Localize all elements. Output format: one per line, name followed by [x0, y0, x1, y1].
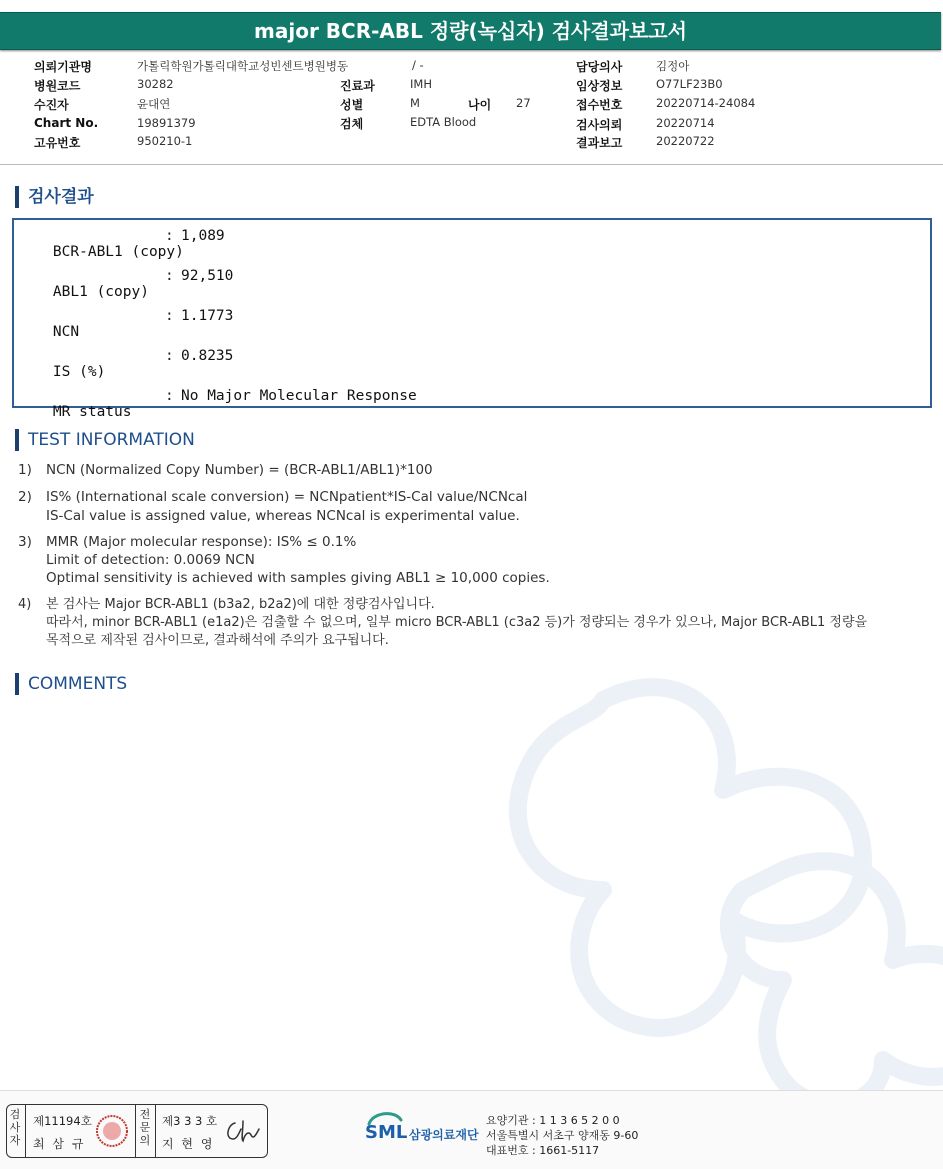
- item-text: IS-Cal value is assigned value, whereas NCNcal is experimental value.: [46, 508, 520, 524]
- result-separator: :: [165, 308, 174, 324]
- signature-box: [6, 1104, 268, 1158]
- result-value: No Major Molecular Response: [181, 388, 417, 404]
- item-text: 따라서, minor BCR-ABL1 (e1a2)은 검출할 수 없으며, 일부 micro BCR-ABL1 (c3a2 등)가 정량되는 경우가 있으나, Major BCR-ABL1 정량을: [46, 615, 868, 630]
- patient-value: 윤대연: [137, 97, 171, 111]
- test-info-heading: TEST INFORMATION: [15, 429, 195, 451]
- specimen-label: 검체: [340, 117, 364, 131]
- hospital-code-value: 30282: [137, 77, 174, 91]
- results-heading: 검사결과: [15, 186, 94, 208]
- clinical-info-label: 임상정보: [576, 79, 623, 93]
- test-info-item: [18, 461, 433, 479]
- item-text: Limit of detection: 0.0069 NCN: [46, 552, 255, 568]
- sex-label: 성별: [340, 98, 364, 112]
- label-char: 검: [9, 1108, 21, 1121]
- item-number: 4): [18, 597, 32, 612]
- patient-label: 수진자: [34, 98, 69, 112]
- item-text: NCN (Normalized Copy Number) = (BCR-ABL1/ABL1)*100: [46, 462, 433, 478]
- result-label: NCN: [52, 324, 80, 340]
- request-date-label: 검사의뢰: [576, 118, 623, 132]
- report-date-value: 20220722: [656, 134, 715, 148]
- background-watermark: [483, 640, 943, 1100]
- divider: [25, 1105, 26, 1157]
- age-value: 27: [516, 96, 531, 110]
- item-number: 1): [18, 462, 32, 478]
- doctor-label: 담당의사: [576, 60, 623, 74]
- institution-label: 의뢰기관명: [34, 60, 92, 74]
- chart-no-value: 19891379: [137, 116, 196, 130]
- doctor-value: 김정아: [656, 59, 690, 73]
- item-text: 본 검사는 Major BCR-ABL1 (b3a2, b2a2)에 대한 정량검사입니다.: [46, 597, 435, 612]
- unique-no-label: 고유번호: [34, 136, 81, 150]
- header-divider: [0, 164, 943, 165]
- chart-no-label: Chart No.: [34, 116, 99, 130]
- item-text: MMR (Major molecular response): IS% ≤ 0.1%: [46, 534, 357, 550]
- result-label: MR status: [52, 404, 132, 420]
- dept-value: IMH: [410, 77, 432, 91]
- results-box: [12, 218, 932, 420]
- signature-icon: [223, 1117, 263, 1147]
- seal-icon: [95, 1114, 129, 1148]
- org-address: 서울특별시 서초구 양재동 9-60: [486, 1129, 639, 1142]
- result-value: 1,089: [181, 228, 225, 244]
- examiner-vertical-label: [9, 1108, 21, 1147]
- test-info-item: [18, 533, 550, 586]
- comments-heading: COMMENTS: [15, 673, 127, 695]
- unique-no-value: 950210-1: [137, 134, 193, 148]
- result-label: ABL1 (copy): [52, 284, 149, 300]
- result-label: BCR-ABL1 (copy): [52, 244, 184, 260]
- age-label: 나이: [468, 98, 492, 112]
- receipt-no-label: 접수번호: [576, 98, 623, 112]
- receipt-no-value: 20220714-24084: [656, 96, 756, 110]
- institution-ward: / -: [412, 58, 424, 72]
- org-name: 삼광의료재단: [409, 1128, 479, 1142]
- item-number: 2): [18, 489, 32, 505]
- label-char: 의: [139, 1134, 151, 1147]
- logo-text: SML: [365, 1122, 408, 1143]
- result-value: 0.8235: [181, 348, 234, 364]
- divider: [155, 1105, 156, 1157]
- label-char: 사: [9, 1121, 21, 1134]
- result-label: IS (%): [52, 364, 106, 380]
- specimen-value: EDTA Blood: [410, 115, 477, 129]
- institution-value: 가톨릭학원가톨릭대학교성빈센트병원병동: [137, 59, 349, 73]
- org-phone: 대표번호 : 1661-5117: [486, 1144, 600, 1157]
- approver-vertical-label: [139, 1108, 151, 1147]
- request-date-value: 20220714: [656, 116, 715, 130]
- item-text: IS% (International scale conversion) = NCNpatient*IS-Cal value/NCNcal: [46, 489, 528, 505]
- result-value: 1.1773: [181, 308, 234, 324]
- clinical-info-value: O77LF23B0: [656, 77, 723, 91]
- result-separator: :: [165, 228, 174, 244]
- examiner-license: 제11194호: [33, 1114, 92, 1128]
- result-separator: :: [165, 388, 174, 404]
- label-char: 문: [139, 1121, 151, 1134]
- label-char: 전: [139, 1108, 151, 1121]
- care-institution-no: 요양기관 : 1 1 3 6 5 2 0 0: [486, 1114, 620, 1127]
- approver-license: 제3 3 3 호: [162, 1114, 218, 1128]
- test-info-item: [18, 488, 528, 524]
- divider: [135, 1105, 136, 1157]
- item-text: Optimal sensitivity is achieved with samples giving ABL1 ≥ 10,000 copies.: [46, 570, 550, 586]
- sex-value: M: [410, 96, 420, 110]
- report-title: major BCR-ABL 정량(녹십자) 검사결과보고서: [0, 12, 941, 50]
- approver-name: 지 현 영: [162, 1137, 215, 1151]
- result-value: 92,510: [181, 268, 234, 284]
- examiner-name: 최 삼 규: [33, 1137, 86, 1151]
- dept-label: 진료과: [340, 79, 375, 93]
- result-separator: :: [165, 268, 174, 284]
- hospital-code-label: 병원코드: [34, 79, 81, 93]
- item-text: 목적으로 제작된 검사이므로, 결과해석에 주의가 요구됩니다.: [46, 633, 389, 648]
- item-number: 3): [18, 534, 32, 550]
- test-info-item: [18, 596, 868, 648]
- result-separator: :: [165, 348, 174, 364]
- label-char: 자: [9, 1134, 21, 1147]
- report-date-label: 결과보고: [576, 136, 623, 150]
